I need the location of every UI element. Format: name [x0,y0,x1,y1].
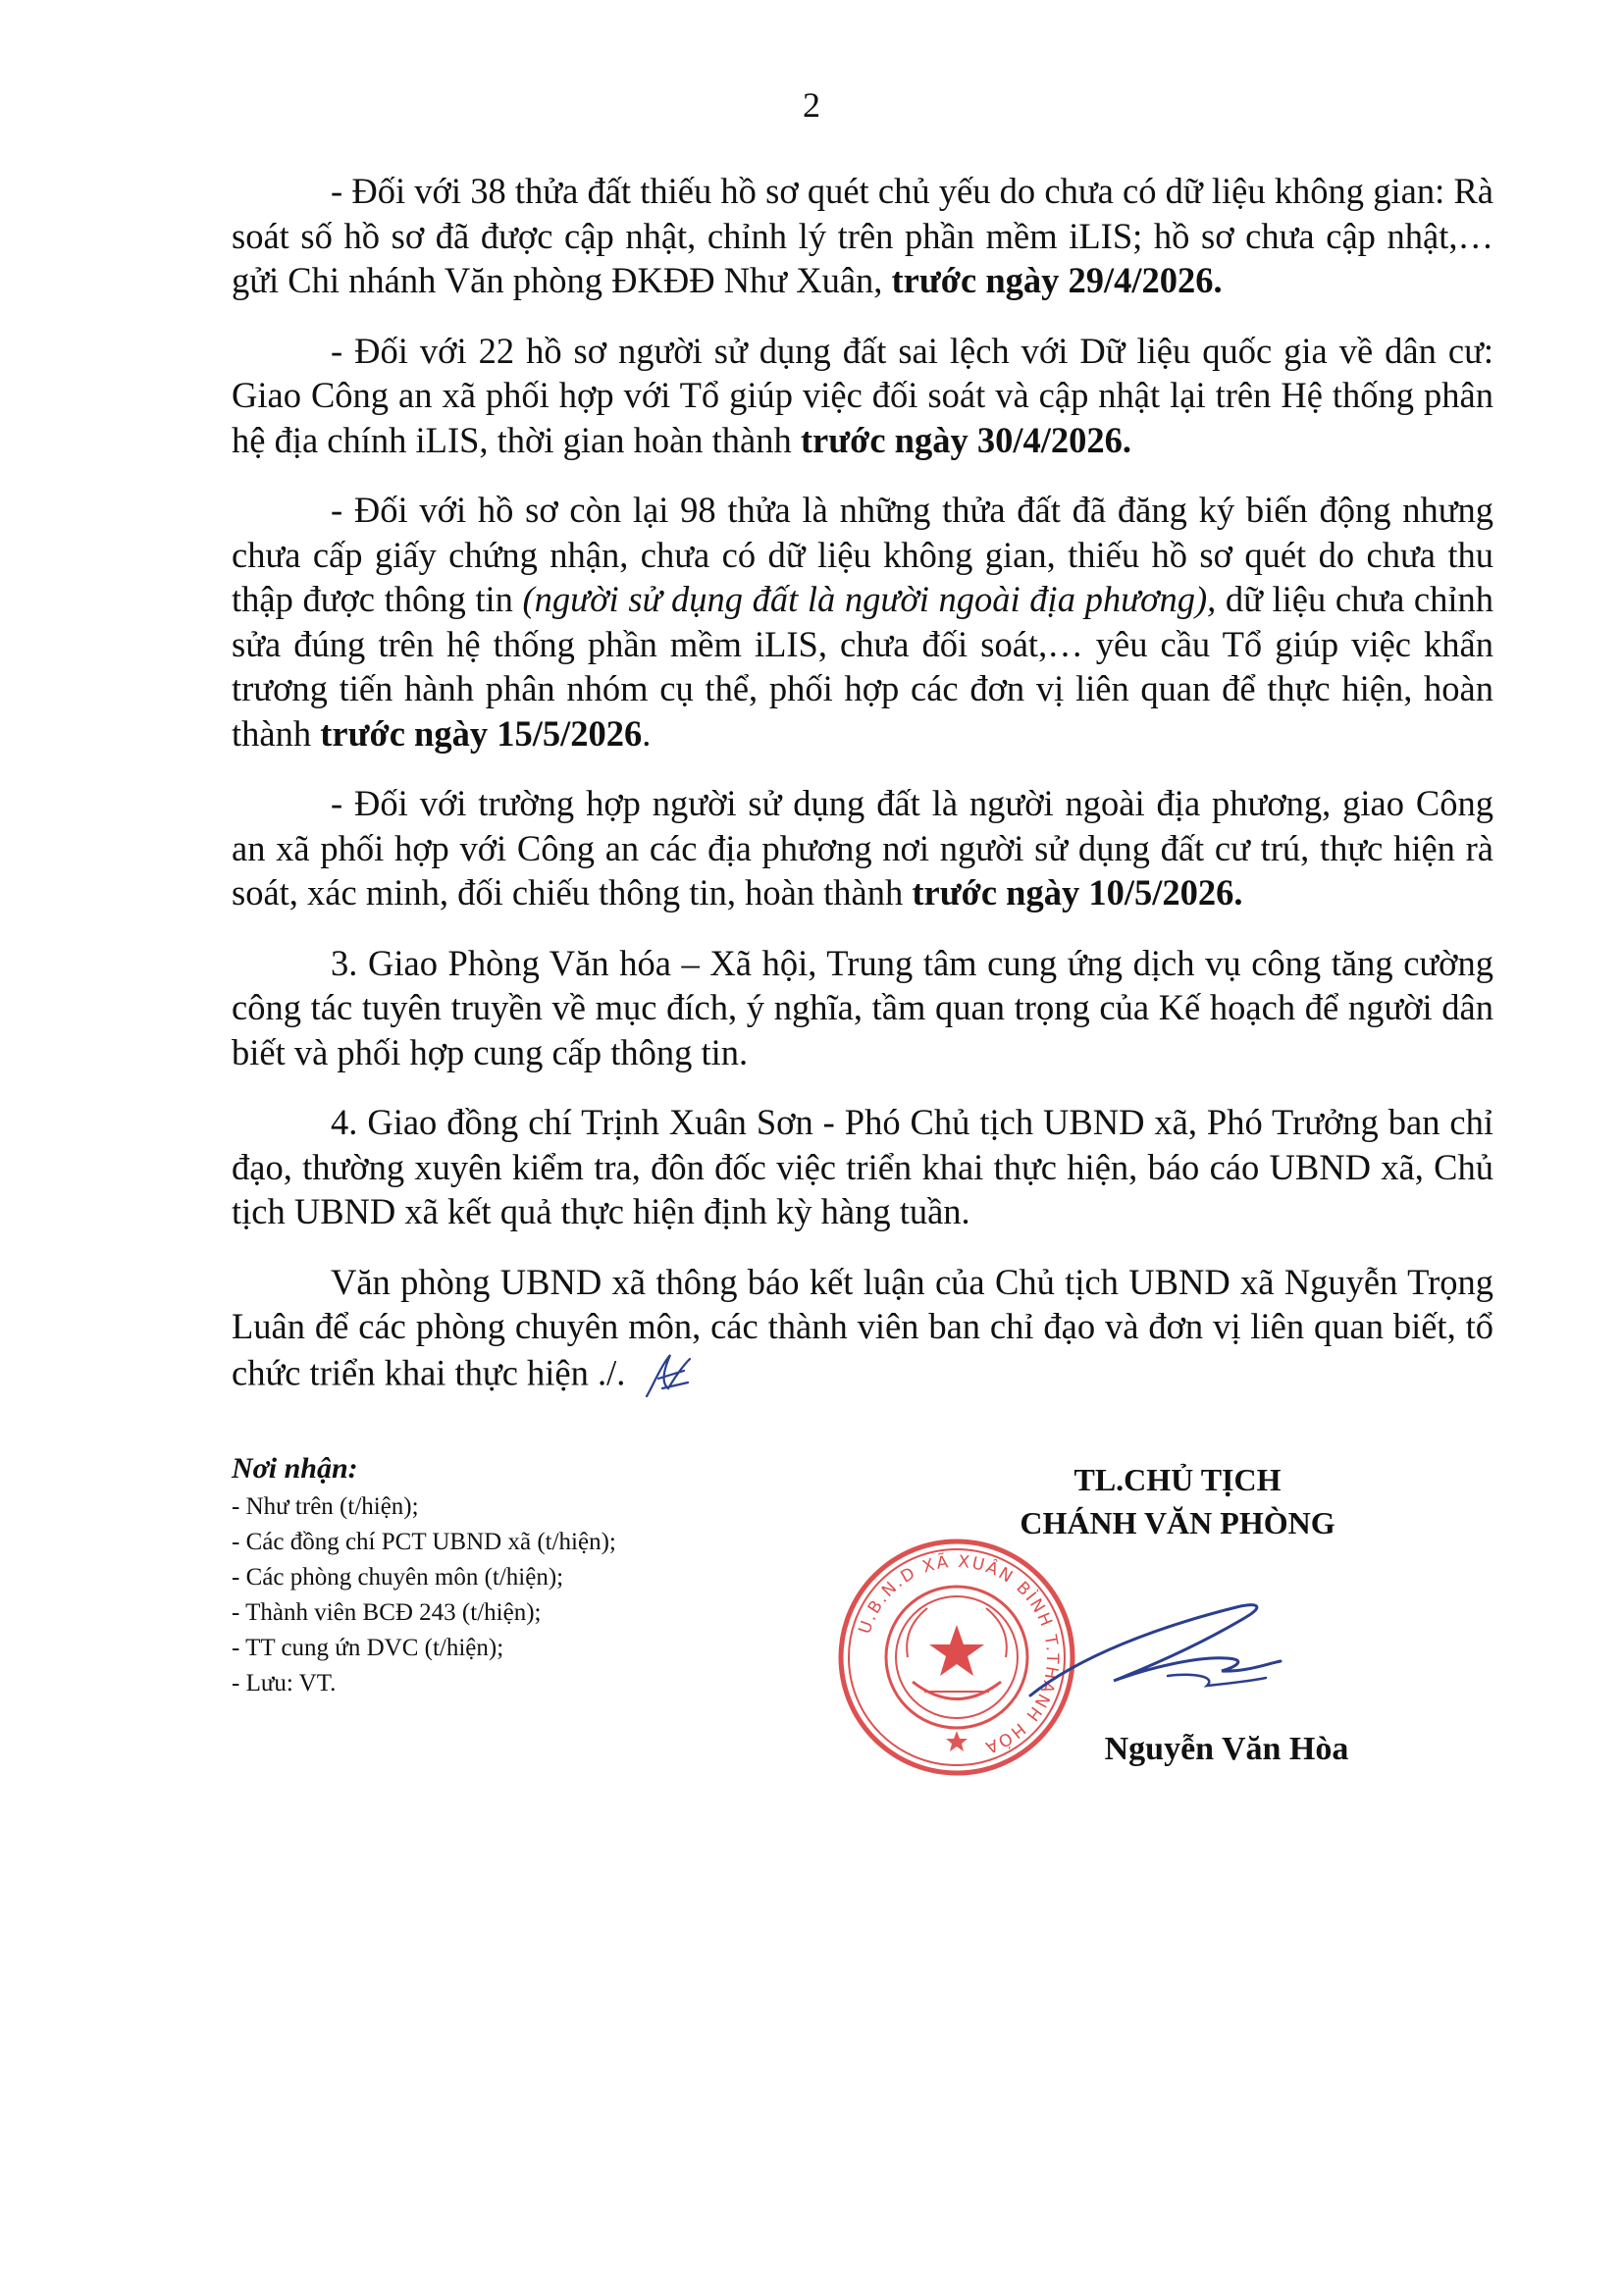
paragraph-text: - Đối với trường hợp người sử dụng đất là người ngoài địa phương, giao Công an xã phối hợp với Công an các địa phương nơi người sử dụng đất cư trú, thực hiện rà soát, xác minh, đối chiếu thông tin, hoàn thành [232,783,1493,913]
recipient-item: - Như trên (t/hiện); [232,1493,419,1520]
recipients-block [232,1452,781,1701]
paragraph-text: - Đối với 22 hồ sơ người sử dụng đất sai lệch với Dữ liệu quốc gia về dân cư: Giao Công an xã phối hợp với Tổ giúp việc đối soát và cập nhật lại trên Hệ thống phân hệ địa chính iLIS, thời gian hoàn thành [232,330,1493,460]
initials-mark [639,1349,698,1404]
paragraph [232,169,1493,303]
paragraph-text: Văn phòng UBND xã thông báo kết luận của Chủ tịch UBND xã Nguyễn Trọng Luân để các phòng chuyên môn, các thành viên ban chỉ đạo và đơn vị liên quan biết, tổ chức triển khai thực hiện ./. [232,1261,1493,1392]
handwritten-signature [1021,1588,1315,1745]
signature-position: CHÁNH VĂN PHÒNG [1020,1505,1335,1540]
paragraph-text: . [642,712,652,754]
paragraph-text: 4. Giao đồng chí Trịnh Xuân Sơn - Phó Chủ tịch UBND xã, Phó Trưởng ban chỉ đạo, thường xuyên kiểm tra, đôn đốc việc triển khai thực hiện, báo cáo UBND xã, Chủ tịch UBND xã kết quả thực hiện định kỳ hàng tuần. [232,1102,1493,1231]
paragraph [232,941,1493,1075]
signer-name: Nguyễn Văn Hòa [1104,1731,1349,1767]
paragraph [232,781,1493,915]
page-number: 2 [803,85,820,125]
deadline-text: trước ngày 30/4/2026. [800,419,1132,460]
signature-role: TL.CHỦ TỊCH [1073,1462,1282,1497]
paragraph [232,1100,1493,1234]
recipients-title: Nơi nhận: [232,1452,358,1485]
paragraph-text: dữ liệu chưa chỉnh sửa đúng trên hệ thống phần mềm iLIS, chưa đối soát,… yêu cầu Tổ giúp việc khẩn trương tiến hành phân nhóm cụ thể, phối hợp các đơn vị liên quan để thực hiện, hoàn thành [232,579,1493,754]
paragraph-text: 3. Giao Phòng Văn hóa – Xã hội, Trung tâm cung ứng dịch vụ công tăng cường công tác tuyên truyền về mục đích, ý nghĩa, tầm quan trọng của Kế hoạch để người dân biết và phối hợp cung cấp thông tin. [232,942,1493,1072]
recipients-list [232,1489,781,1701]
recipient-item: - Lưu: VT. [232,1670,337,1696]
document-body [232,169,1493,1430]
deadline-text: trước ngày 10/5/2026. [912,872,1243,913]
recipient-item: - Các đồng chí PCT UBND xã (t/hiện); [232,1529,616,1555]
italic-note: (người sử dụng đất là người ngoài địa phương), [522,579,1217,619]
deadline-text: trước ngày 29/4/2026. [891,260,1223,300]
deadline-text: trước ngày 15/5/2026 [320,712,643,754]
recipient-item: - Thành viên BCĐ 243 (t/hiện); [232,1599,542,1626]
paragraph-text: - Đối với 38 thửa đất thiếu hồ sơ quét chủ yếu do chưa có dữ liệu không gian: Rà soát số hồ sơ đã được cập nhật, chỉnh lý trên phần mềm iLIS; hồ sơ chưa cập nhật,… gửi Chi nhánh Văn phòng ĐKĐĐ Như Xuân, [232,171,1493,300]
recipient-item: - Các phòng chuyên môn (t/hiện); [232,1564,564,1591]
paragraph-text: - Đối với hồ sơ còn lại 98 thửa là những thửa đất đã đăng ký biến động nhưng chưa cấp giấy chứng nhận, chưa có dữ liệu không gian, thiếu hồ sơ quét do chưa thu thập được thông tin [232,490,1493,619]
seal-star-icon [929,1625,984,1676]
paragraph [232,329,1493,463]
recipient-item: - TT cung ứn DVC (t/hiện); [232,1635,504,1661]
paragraph [232,1260,1493,1404]
signature-block [855,1462,1433,1815]
paragraph [232,488,1493,756]
svg-text:U.B.N.D XÃ XUÂN BÌNH T.THANH H: U.B.N.D XÃ XUÂN BÌNH T.THANH HÓA [855,1551,1063,1758]
